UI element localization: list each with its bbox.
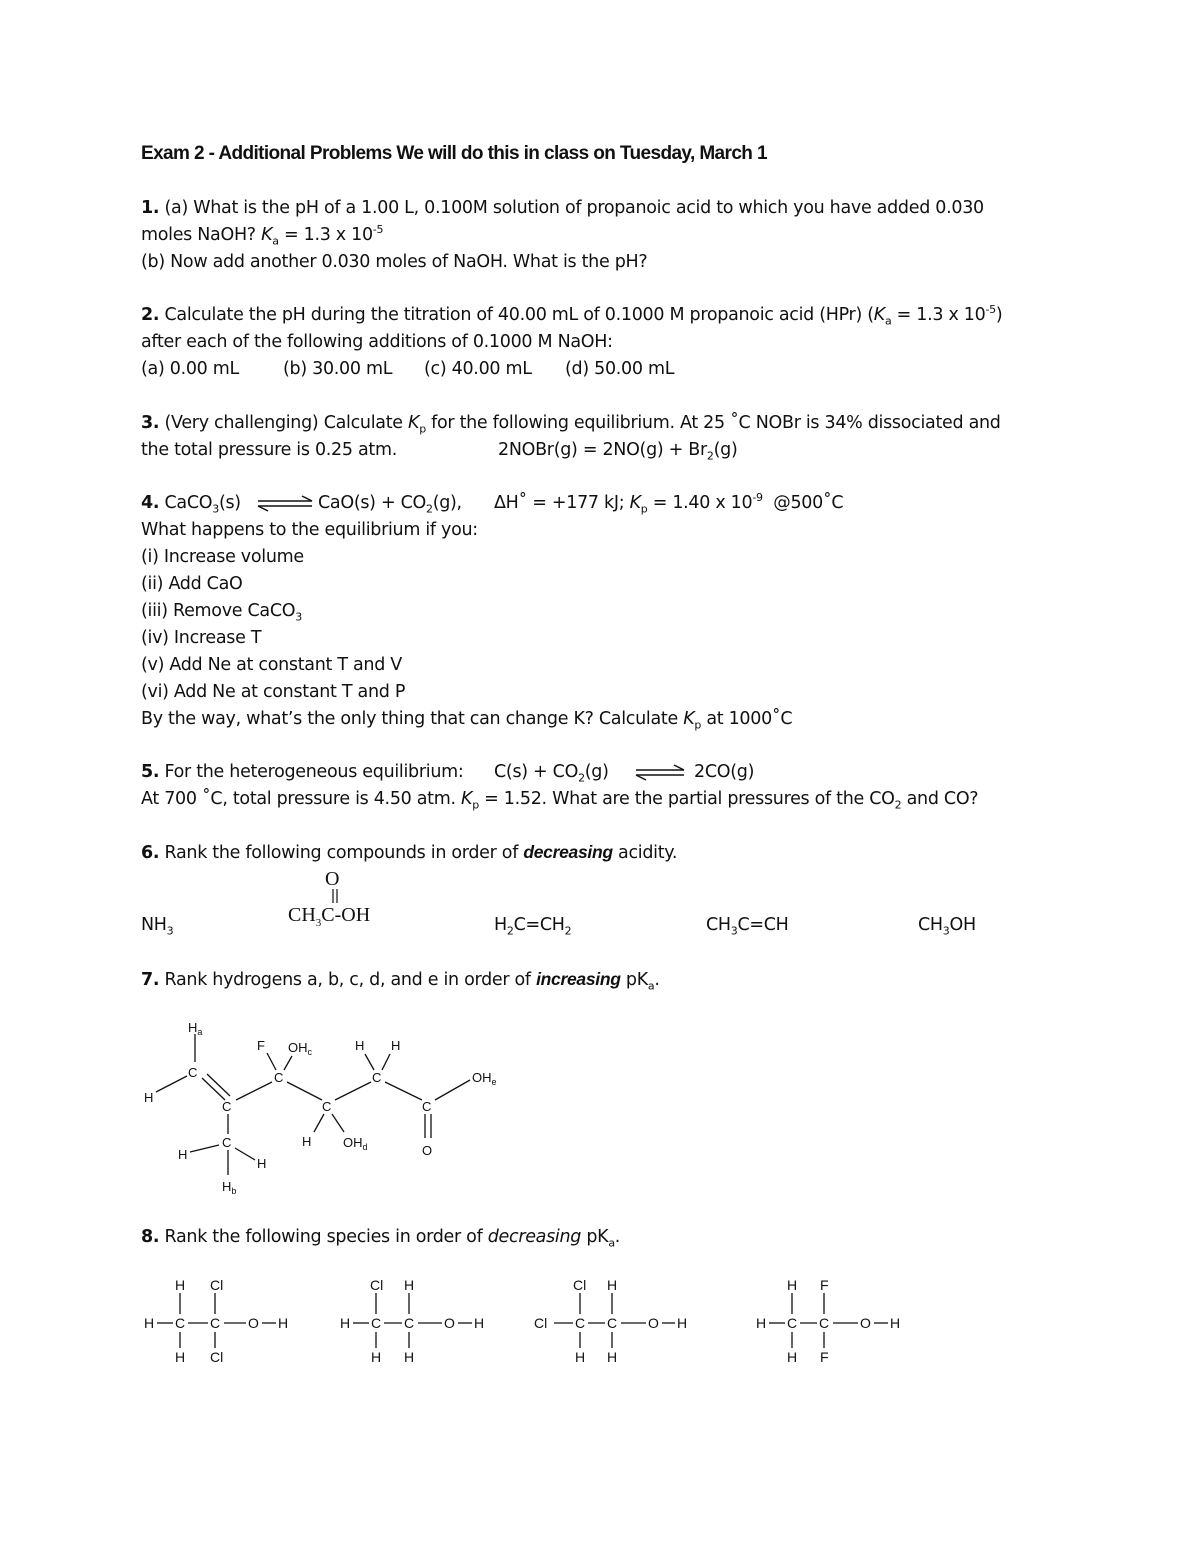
svg-text:H: H xyxy=(278,1315,289,1331)
q7-line: 7. Rank hydrogens a, b, c, d, and e in order of increasing $pK_a$. xyxy=(141,969,660,993)
q2-line2: after each of the following additions of 0.1000 M NaOH: xyxy=(141,332,613,352)
q4-last-line: By the way, what’s the only thing that can change K? Calculate $K_p$ at 1000˚C xyxy=(141,709,793,732)
svg-text:H: H xyxy=(677,1315,688,1331)
q5-line2: At 700 ˚C, total pressure is 4.50 atm. $K_p = 1.52$. What are the partial pressures of the $CO_2$ and CO? xyxy=(141,789,979,812)
svg-text:H: H xyxy=(787,1349,798,1365)
svg-text:O: O xyxy=(248,1315,259,1331)
q4-item: (vi) Add Ne at constant T and P xyxy=(141,682,406,702)
svg-text:C: C xyxy=(210,1315,221,1331)
svg-text:F: F xyxy=(820,1349,829,1365)
q4-number: 4. xyxy=(141,493,160,513)
q8-structure-3 xyxy=(532,1276,697,1366)
q4-reaction-rhs: $CaO(s) + CO_2(g)$, xyxy=(318,493,462,516)
svg-text:H: H xyxy=(340,1315,351,1331)
atom-ohc: $OH_c$ xyxy=(288,1040,312,1057)
svg-text:H: H xyxy=(404,1349,415,1365)
atom-h: H xyxy=(178,1147,188,1162)
svg-text:O: O xyxy=(648,1315,659,1331)
svg-text:C: C xyxy=(607,1315,618,1331)
page-title: Exam 2 - Additional Problems We will do this in class on Tuesday, March 1 xyxy=(141,143,767,164)
svg-text:C: C xyxy=(575,1315,586,1331)
svg-text:Cl: Cl xyxy=(210,1277,224,1293)
q3-line1: 3. (Very challenging) Calculate $K_p$ for the following equilibrium. At 25 ˚C NOBr is 34% dissociated and xyxy=(141,413,1001,436)
q6-number: 6. xyxy=(141,843,160,863)
acetic-acid-carbonyl-o: O xyxy=(325,868,340,890)
svg-text:H: H xyxy=(175,1277,186,1293)
svg-text:H: H xyxy=(607,1349,618,1365)
q2-option-c: (c) 40.00 mL xyxy=(424,359,532,379)
q2-number: 2. xyxy=(141,305,160,325)
q4-reaction-lhs: 4. CaCO$_3$(s) xyxy=(141,493,241,516)
atom-h: H xyxy=(355,1038,365,1053)
q5-reaction-lhs: $C(s) + CO_2(g)$ xyxy=(494,762,609,785)
svg-text:C: C xyxy=(175,1315,186,1331)
q6-line: 6. Rank the following compounds in order of decreasing acidity. xyxy=(141,842,678,863)
svg-text:C: C xyxy=(404,1315,415,1331)
svg-text:Cl: Cl xyxy=(370,1277,384,1293)
atom-h: H xyxy=(302,1134,312,1149)
atom-c: C xyxy=(222,1099,232,1114)
q7-structure-diagram xyxy=(130,1010,530,1205)
q3-line2: the total pressure is 0.25 atm. xyxy=(141,440,397,460)
q4-thermo: ΔH˚ = +177 kJ; $K_p = 1.40$ x $10^{-9}$ @500˚C xyxy=(494,491,844,516)
svg-text:H: H xyxy=(371,1349,382,1365)
atom-h: H xyxy=(144,1090,154,1105)
q2-option-d: (d) 50.00 mL xyxy=(565,359,675,379)
q1-line1: 1. (a) What is the pH of a 1.00 L, 0.100M solution of propanoic acid to which you have added 0.030 xyxy=(141,198,984,218)
atom-ohe: $OH_e$ xyxy=(472,1070,497,1087)
svg-text:F: F xyxy=(820,1277,829,1293)
q4-question: What happens to the equilibrium if you: xyxy=(141,520,478,540)
svg-text:O: O xyxy=(860,1315,871,1331)
atom-c: C xyxy=(222,1135,232,1150)
svg-text:H: H xyxy=(175,1349,186,1365)
svg-text:H: H xyxy=(144,1315,155,1331)
q2-line1: 2. Calculate the pH during the titration of 40.00 mL of 0.1000 M propanoic acid (HPr) ($K_a = 1.3$ x $10^{-5}$) xyxy=(141,303,1003,328)
q5-reaction-rhs: 2CO(g) xyxy=(694,762,755,782)
svg-text:H: H xyxy=(474,1315,485,1331)
q5-number: 5. xyxy=(141,762,160,782)
q5-line1: 5. For the heterogeneous equilibrium: xyxy=(141,762,464,782)
q8-structure-4 xyxy=(752,1276,912,1366)
q1-number: 1. xyxy=(141,198,160,218)
q4-item: (i) Increase volume xyxy=(141,547,304,567)
q1-line2: moles NaOH? $K_a = 1.3$ x $10^{-5}$ xyxy=(141,223,384,248)
q4-item: (v) Add Ne at constant T and V xyxy=(141,655,402,675)
atom-c: C xyxy=(422,1099,432,1114)
svg-text:H: H xyxy=(575,1349,586,1365)
q2-option-a: (a) 0.00 mL xyxy=(141,359,239,379)
svg-text:Cl: Cl xyxy=(210,1349,224,1365)
double-bond-icon xyxy=(330,888,340,904)
svg-text:H: H xyxy=(607,1277,618,1293)
svg-text:H: H xyxy=(787,1277,798,1293)
q4-item: (iv) Increase T xyxy=(141,628,262,648)
q2-option-b: (b) 30.00 mL xyxy=(283,359,393,379)
svg-text:H: H xyxy=(890,1315,901,1331)
q8-line: 8. Rank the following species in order of decreasing $pK_a$. xyxy=(141,1227,621,1250)
svg-text:C: C xyxy=(371,1315,382,1331)
svg-text:Cl: Cl xyxy=(534,1315,548,1331)
svg-text:C: C xyxy=(787,1315,798,1331)
atom-hb: $H_b$ xyxy=(222,1179,237,1196)
compound-ethylene: $H_2C=CH_2$ xyxy=(494,915,572,938)
svg-text:H: H xyxy=(404,1277,415,1293)
equilibrium-arrow-icon xyxy=(634,764,686,782)
equilibrium-arrow-icon xyxy=(256,495,316,513)
atom-c: C xyxy=(372,1070,382,1085)
atom-c: C xyxy=(322,1099,332,1114)
svg-text:H: H xyxy=(756,1315,767,1331)
atom-o: O xyxy=(422,1143,433,1158)
compound-nh3: $NH_3$ xyxy=(141,915,174,938)
q3-equation: 2NOBr(g) = $2NO(g) + Br_2(g)$ xyxy=(498,440,738,463)
atom-f: F xyxy=(257,1038,265,1053)
atom-c: C xyxy=(274,1070,284,1085)
atom-c: C xyxy=(188,1065,198,1080)
compound-methanol: $CH_3OH$ xyxy=(918,915,976,938)
atom-h: H xyxy=(257,1156,267,1171)
svg-text:O: O xyxy=(444,1315,455,1331)
atom-ha: $H_a$ xyxy=(188,1020,203,1037)
q4-item: (iii) Remove CaCO$_3$ xyxy=(141,601,302,624)
atom-ohd: $OH_d$ xyxy=(343,1135,368,1152)
q7-number: 7. xyxy=(141,970,160,990)
svg-text:Cl: Cl xyxy=(573,1277,587,1293)
q1-line3: (b) Now add another 0.030 moles of NaOH. What is the pH? xyxy=(141,252,648,272)
compound-acetic-acid: $CH_3C-OH$ xyxy=(288,904,371,929)
compound-propyne: $CH_3C=CH$ xyxy=(706,915,789,938)
q8-number: 8. xyxy=(141,1227,160,1247)
svg-text:C: C xyxy=(819,1315,830,1331)
atom-h: H xyxy=(391,1038,401,1053)
q8-structure-2 xyxy=(336,1276,496,1366)
q4-item: (ii) Add CaO xyxy=(141,574,243,594)
q3-number: 3. xyxy=(141,413,160,433)
q8-structure-1 xyxy=(140,1276,300,1366)
